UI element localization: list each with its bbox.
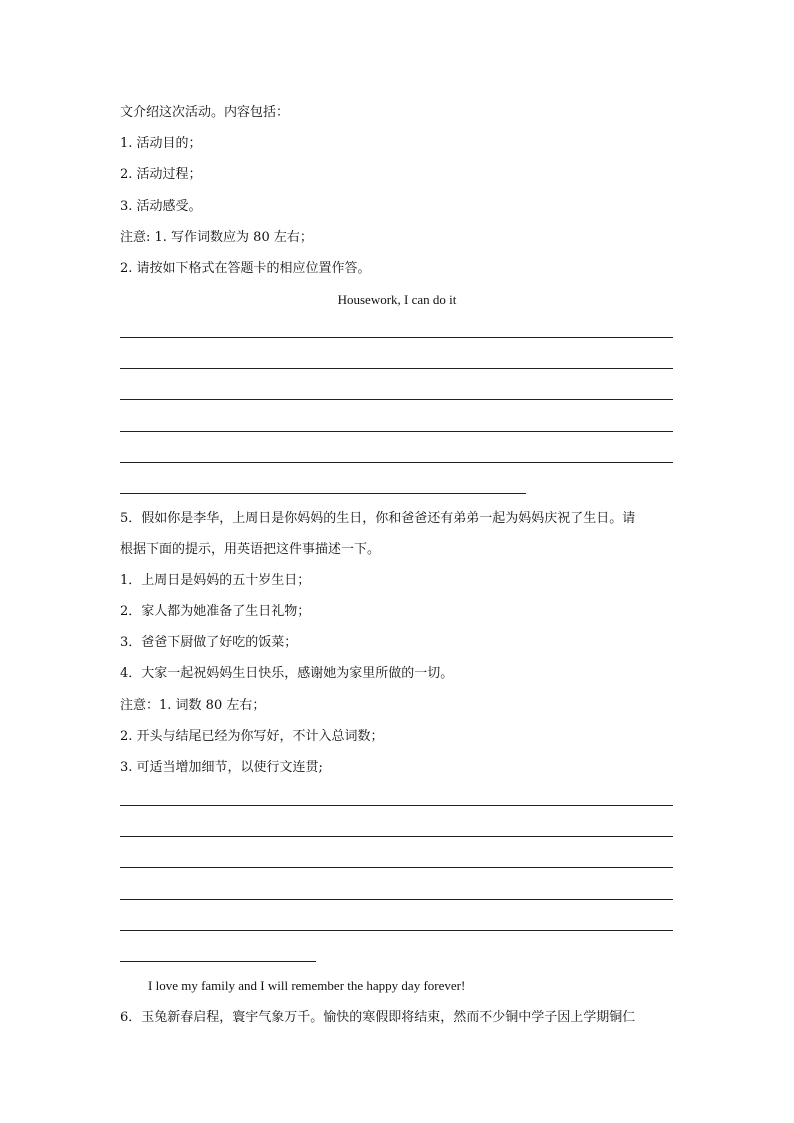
answer-line [120, 867, 673, 868]
answer-line [120, 930, 673, 931]
essay-title: Housework, I can do it [337, 292, 457, 307]
answer-line [120, 337, 673, 338]
section4-note-1: 注意: 1. 写作词数应为 80 左右； [120, 230, 313, 245]
section6-prompt-line1: 6．玉兔新春启程，寰宇气象万千。愉快的寒假即将结束，然而不少铜中学子因上学期铜仁 [120, 1010, 636, 1025]
section4-item-2: 2. 活动过程； [120, 167, 202, 182]
section5-note-1: 注意：1. 词数 80 左右； [120, 698, 266, 713]
section5-item-1: 1．上周日是妈妈的五十岁生日； [120, 573, 311, 588]
section5-ending-sentence: I love my family and I will remember the happy day forever! [148, 978, 466, 993]
answer-line [120, 431, 673, 432]
answer-line [120, 805, 673, 806]
answer-line [120, 368, 673, 369]
section5-note-2: 2. 开头与结尾已经为你写好，不计入总词数； [120, 729, 384, 744]
answer-line [120, 961, 316, 962]
section5-item-4: 4．大家一起祝妈妈生日快乐，感谢她为家里所做的一切。 [120, 666, 454, 681]
section4-item-3: 3. 活动感受。 [120, 199, 202, 214]
section5-note-3: 3. 可适当增加细节，以使行文连贯; [120, 760, 323, 775]
answer-line [120, 899, 673, 900]
section5-prompt-line1: 5．假如你是李华，上周日是你妈妈的生日，你和爸爸还有弟弟一起为妈妈庆祝了生日。请 [120, 511, 636, 526]
section5-prompt-line2: 根据下面的提示，用英语把这件事描述一下。 [120, 542, 381, 557]
answer-line [120, 399, 673, 400]
answer-line [120, 493, 526, 494]
section4-intro: 文介绍这次活动。内容包括： [120, 105, 290, 120]
section5-item-3: 3．爸爸下厨做了好吃的饭菜； [120, 635, 298, 650]
answer-line [120, 836, 673, 837]
section4-note-2: 2. 请按如下格式在答题卡的相应位置作答。 [120, 261, 371, 276]
section5-item-2: 2．家人都为她准备了生日礼物； [120, 604, 311, 619]
answer-line [120, 462, 673, 463]
section4-item-1: 1. 活动目的； [120, 136, 202, 151]
